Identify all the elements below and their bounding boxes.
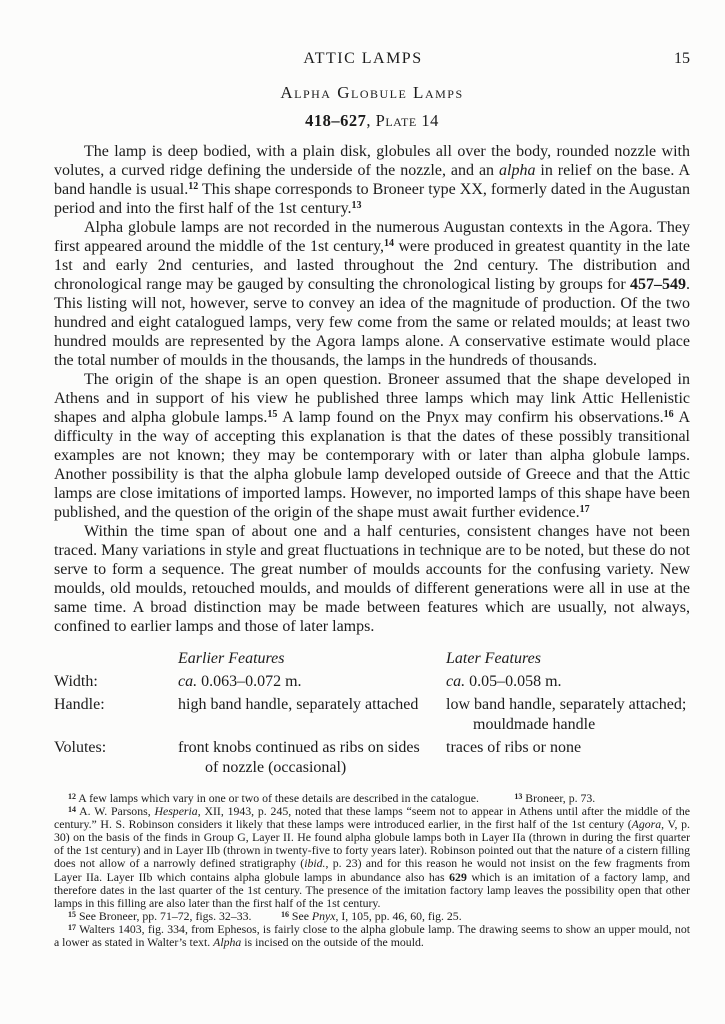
cell-earlier-handle: high band handle, separately attached [178,696,419,713]
footnotes-block [54,792,690,949]
paragraph-origin: The origin of the shape is an open question. Broneer assumed that the shape developed in Athens and in support of his view he published three lamps which may link Attic Hellenistic shapes and alpha globule lamps.$^{15}$ A lamp found on the Pnyx may confirm his observations.$^{16}$ A difficulty in the way of accepting this explanation is that the dates of these possibly transitional examples are not known; they may be contemporary with or later than alpha globule lamps. Another possibility is that the alpha globule lamp developed outside of Greece and that the Attic lamps are close imitations of imported lamps. However, no imported lamps of this shape have been published, and the question of the origin of the shape must await further evidence.$^{17}$ [54,371,691,521]
table-header-spacer [54,649,178,669]
footnote-15-16: $^{15}$ See Broneer, pp. 71–72, figs. 32–33. $^{16}$ See Pnyx, I, 105, pp. 46, 60, fig. 25. [68,908,462,923]
cell-earlier-width: ca. 0.063–0.072 m. [178,673,302,690]
cell-later-handle: low band handle, separately attached; mouldmade handle [446,696,687,733]
cell-later-volutes: traces of ribs or none [446,739,582,756]
column-header-later: Later Features [446,650,541,667]
paragraph-chronology: Alpha globule lamps are not recorded in the numerous Augustan contexts in the Agora. They first appeared around the middle of the 1st century,$^{14}$ were produced in greatest quantity in the late 1st and early 2nd centuries, and lasted throughout the 2nd century. The distribution and chronological range may be gauged by consulting the chronological listing by groups for 457–549. This listing will not, however, serve to convey an idea of the magnitude of production. Of the two hundred and eight catalogued lamps, very few come from the same or related moulds; at least two hundred moulds are represented by the Agora lamps alone. A conservative estimate would place the total number of moulds in the thousands, the lamps in the hundreds of thousands. [54,219,690,369]
section-title: Alpha Globule Lamps [280,83,464,102]
footnote-12-13: $^{12}$ A few lamps which vary in one or two of these details are described in the catalogue. $^{13}$ Broneer, p. 73. [68,791,596,805]
footnote-17: $^{17}$ Walters 1403, fig. 334, from Ephesos, is fairly close to the alpha globule lamp. The drawing seems to show an upper mould, not a lower as stated in Walter’s text. Alpha is incised on the outside of the mould. [54,921,690,950]
page-header [54,50,690,67]
row-label: Handle: [54,696,105,713]
row-label: Width: [54,673,98,690]
paragraph-lamp-description: The lamp is deep bodied, with a plain disk, globules all over the body, rounded nozzle with volutes, a curved ridge defining the underside of the nozzle, and an alpha in relief on the base. A band handle is usual.$^{12}$ This shape corresponds to Broneer type XX, formerly dated in the Augustan period and into the first half of the 1st century.$^{13}$ [54,143,691,217]
page-number: 15 [674,50,690,67]
cell-later-width: ca. 0.05–0.058 m. [446,673,562,690]
running-head-title: ATTIC LAMPS [303,50,423,67]
paragraph-variation: Within the time span of about one and a half centuries, consistent changes have not been traced. Many variations in style and great fluctuations in technique are to be noted, but these do not serve to form a sequence. The great number of moulds accounts for the confusing variety. New moulds, old moulds, retouched moulds, and moulds of different generations were all in use at the same time. A broad distinction may be made between features which are usually, not always, confined to earlier lamps and those of later lamps. [54,523,690,635]
features-comparison-table [54,649,690,778]
row-label: Volutes: [54,739,107,756]
column-header-earlier: Earlier Features [178,650,285,667]
footnote-14: $^{14}$ A. W. Parsons, Hesperia, XII, 1943, p. 245, noted that these lamps “seem not to appear in Athens until after the middle of the century.” H. S. Robinson considers it likely that these lamps were introduced earlier, in the first half of the 1st century (Agora, V, p. 30) on the basis of the finds in Group G, Layer II. He found alpha globule lamps both in Layer IIa (thrown in during the first quarter of the 1st century) and in Layer IIb (thrown in twenty-five to forty years later). Robinson pointed out that the nature of a cistern filling does not allow of a narrowly defined stratigraphy (ibid., p. 23) and for this reason he would not insist on the few fragments from Layer IIa. Layer IIb which contains alpha globule lamps in abundance also has 629 which is an imitation of a factory lamp, and therefore dates in the last quarter of the 1st century. The presence of the imitation factory lamp leaves the possibility open that other lamps in this filling are also later than the first half of the 1st century. [54,804,690,910]
table-row-handle [54,695,690,735]
table-row-volutes [54,738,690,778]
cell-earlier-volutes: front knobs continued as ribs on sides of nozzle (occasional) [178,739,420,776]
table-header-row [54,649,690,669]
body-text [54,142,690,636]
section-subtitle: 418–627, Plate 14 [305,111,439,130]
table-row-width [54,672,690,692]
